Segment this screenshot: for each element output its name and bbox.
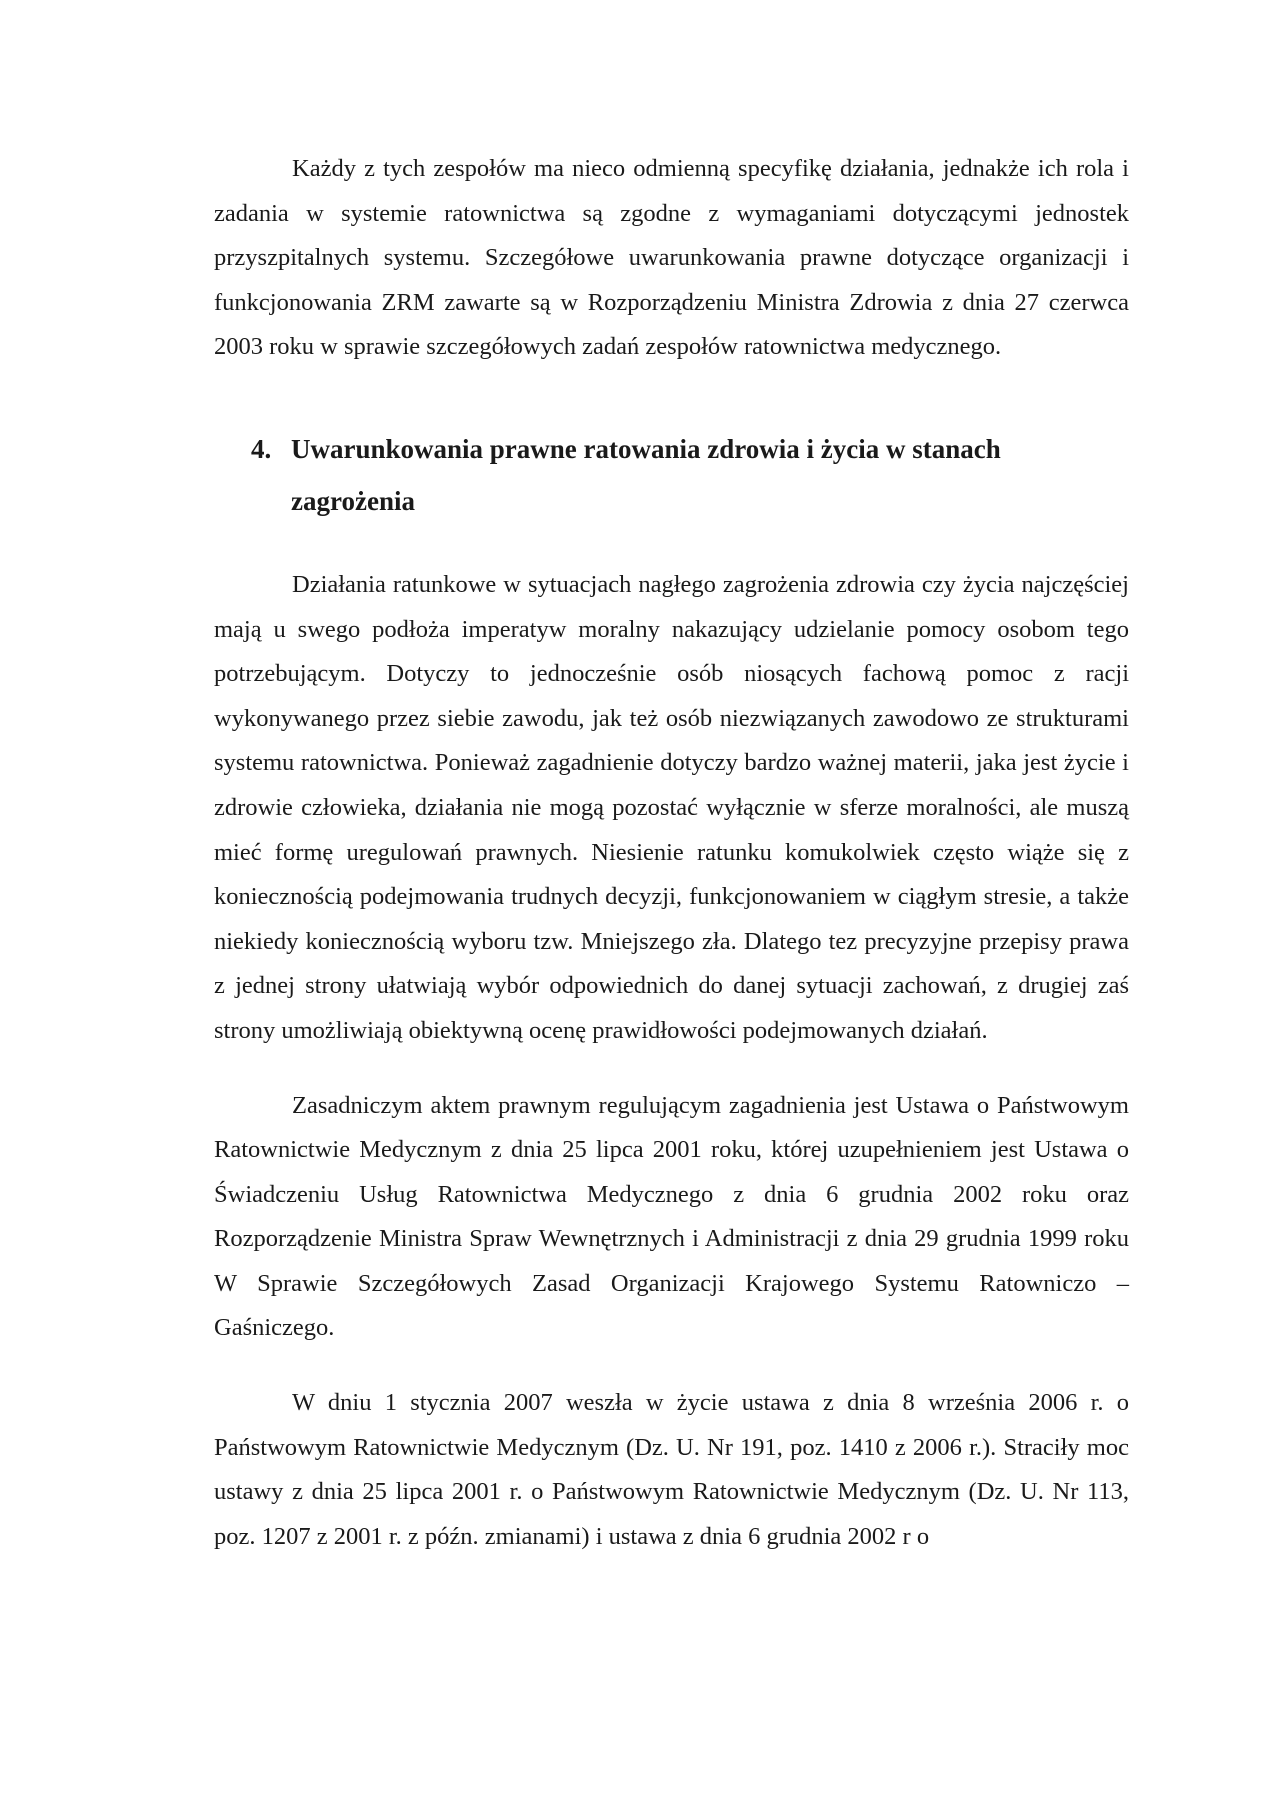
section-number: 4. [251, 433, 272, 464]
section-title: Uwarunkowania prawne ratowania zdrowia i życia w stanach zagrożenia [291, 433, 1001, 516]
paragraph-2007-act: W dniu 1 stycznia 2007 weszła w życie ustawa z dnia 8 września 2006 r. o Państwowym Ratownictwie Medycznym (Dz. U. Nr 191, poz. 1410 z 2006 r.). Straciły moc ustawy z dnia 25 lipca 2001 r. o Państwowym Ratownictwie Medycznym (Dz. U. Nr 113, poz. 1207 z 2001 r. z późn. zmianami) i ustawa z dnia 6 grudnia 2002 r o [214, 1389, 1129, 1550]
paragraph-rescue-actions: Działania ratunkowe w sytuacjach nagłego zagrożenia zdrowia czy życia najczęściej mają u swego podłoża imperatyw moralny nakazujący udzielanie pomocy osobom tego potrzebującym. Dotyczy to jednocześnie osób niosących fachową pomoc z racji wykonywanego przez siebie zawodu, jak też osób niezwiązanych zawodowo ze strukturami systemu ratownictwa. Ponieważ zagadnienie dotyczy bardzo ważnej materii, jaka jest życie i zdrowie człowieka, działania nie mogą pozostać wyłącznie w sferze moralności, ale muszą mieć formę uregulowań prawnych. Niesienie ratunku komukolwiek często wiąże się z koniecznością podejmowania trudnych decyzji, funkcjonowaniem w ciągłym stresie, a także niekiedy koniecznością wyboru tzw. Mniejszego zła. Dlatego tez precyzyjne przepisy prawa z jednej strony ułatwiają wybór odpowiednich do danej sytuacji zachowań, z drugiej zaś strony umożliwiają obiektywną ocenę prawidłowości podejmowanych działań. [214, 570, 1129, 1044]
document-page [214, 147, 1129, 1559]
paragraph-zrm-teams: Każdy z tych zespołów ma nieco odmienną specyfikę działania, jednakże ich rola i zadania w systemie ratownictwa są zgodne z wymaganiami dotyczącymi jednostek przyszpitalnych systemu. Szczegółowe uwarunkowania prawne dotyczące organizacji i funkcjonowania ZRM zawarte są w Rozporządzeniu Ministra Zdrowia z dnia 27 czerwca 2003 roku w sprawie szczegółowych zadań zespołów ratownictwa medycznego. [214, 155, 1129, 361]
section-heading [214, 423, 1129, 527]
paragraph-legal-acts: Zasadniczym aktem prawnym regulującym zagadnienia jest Ustawa o Państwowym Ratownictwie Medycznym z dnia 25 lipca 2001 roku, której uzupełnieniem jest Ustawa o Świadczeniu Usług Ratownictwa Medycznego z dnia 6 grudnia 2002 roku oraz Rozporządzenie Ministra Spraw Wewnętrznych i Administracji z dnia 29 grudnia 1999 roku W Sprawie Szczegółowych Zasad Organizacji Krajowego Systemu Ratowniczo – Gaśniczego. [214, 1091, 1129, 1342]
